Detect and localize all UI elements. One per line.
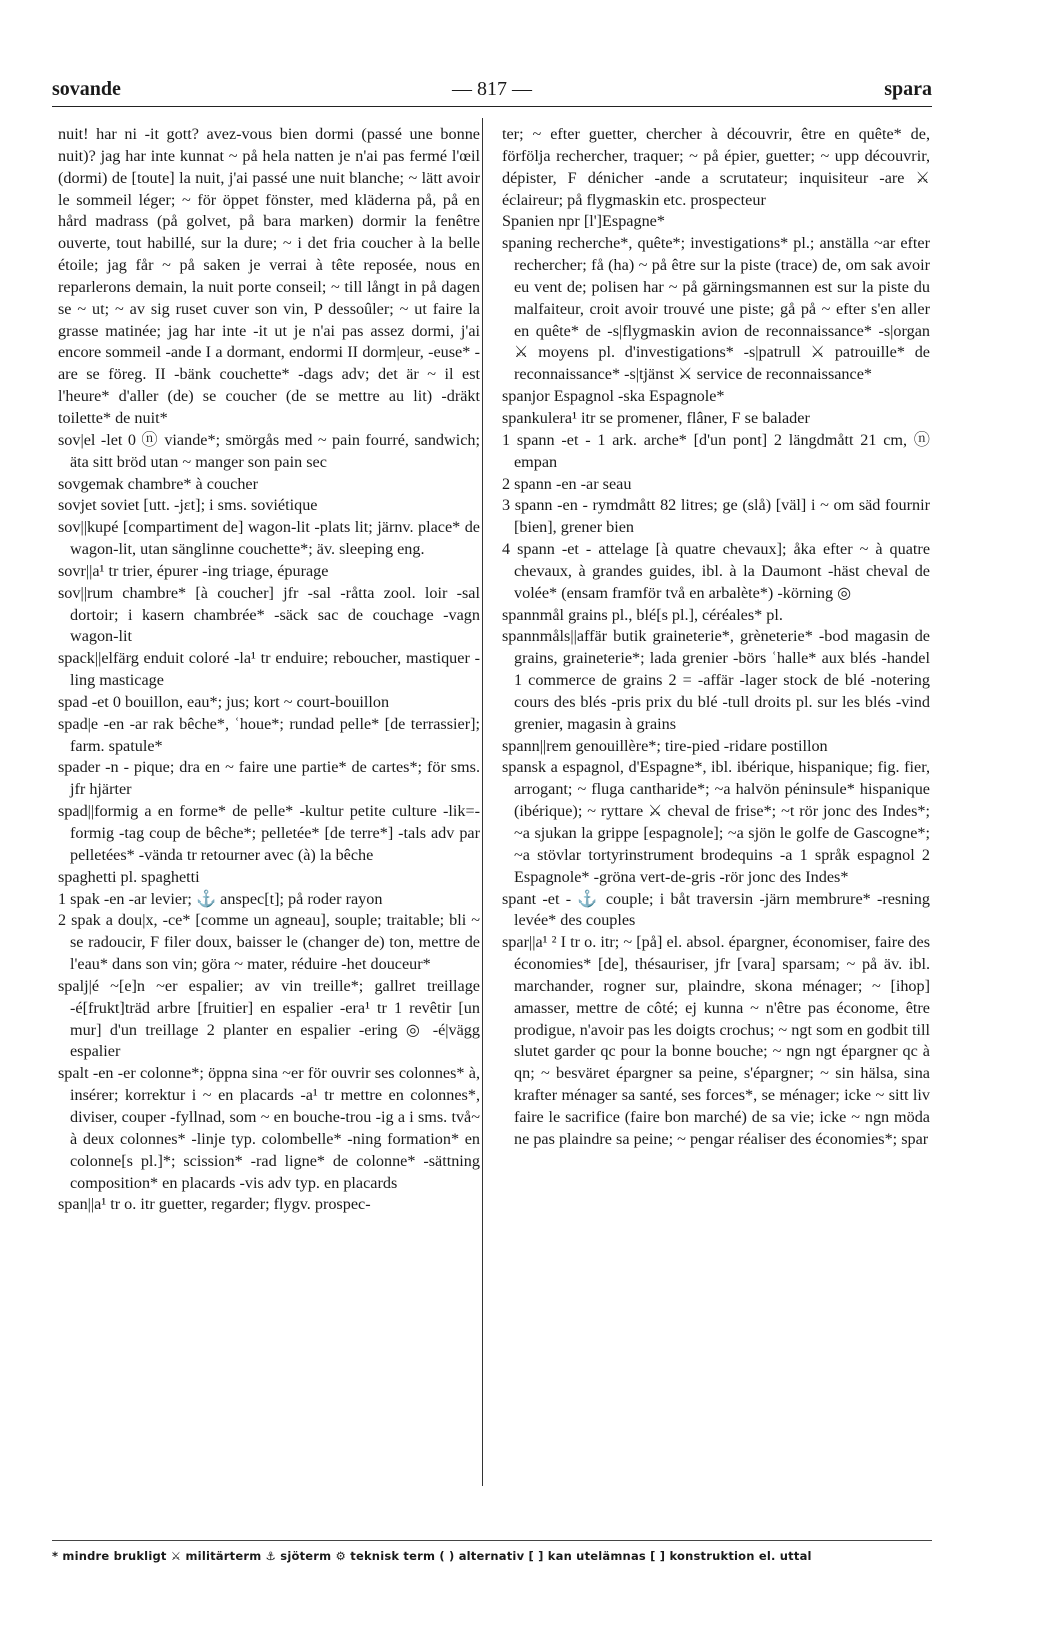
dictionary-entry: 2 spak a dou|x, -ce* [comme un agneau], souple; traitable; bli ~ se radoucir, F filer doux, baisser le (changer de) ton, mettre de l'eau* dans son vin; göra ~ mater, réduire -het douceur* xyxy=(58,911,480,974)
dictionary-entry: spalt -en -er colonne*; öppna sina ~er för ouvrir ses colonnes* à, insérer; korrektur i ~ en placards -a¹ tr mettre en colonnes*, diviser, couper -fyllnad, som ~ en bouche-trou -ig a i sms. två~ à deux colonnes* -linje typ. colombelle* -ning formation* en colonne[s pl.]*; scission* -rad ligne* de colonne* -sättning composition* en placards -vis adv typ. en placards xyxy=(58,1064,480,1192)
dictionary-entry: ter; ~ efter guetter, chercher à découvrir, être en quête* de, förfölja rechercher, traquer; ~ på épier, guetter; ~ upp découvrir, dépister, F dénicher -ande a scrutateur; inquisiteur -are ⚔ éclaireur; på flygmaskin etc. prospecteur xyxy=(502,125,930,209)
dictionary-entry: sov||rum chambre* [à coucher] jfr -sal -råtta zool. loir -sal dortoir; i kasern chambrée* -säck sac de couchage -vagn wagon-lit xyxy=(58,583,480,646)
dictionary-entry: spad||formig a en forme* de pelle* -kultur petite culture -lik=-formig -tag coup de bêche*; pelletée* [de terre*] -tals adv par pelletées* -vända tr retourner avec (à) la bêche xyxy=(58,802,480,864)
dictionary-entry: 1 spann -et - 1 ark. arche* [d'un pont] 2 längdmått 21 cm, ⓝ empan xyxy=(502,430,930,471)
page-number: — 817 — xyxy=(452,78,532,100)
dictionary-entry: spad -et 0 bouillon, eau*; jus; kort ~ court-bouillon xyxy=(58,692,390,711)
dictionary-entry: spaghetti pl. spaghetti xyxy=(58,867,200,886)
dictionary-entry: spant -et - ⚓ couple; i båt traversin -järn membrure* -resning levée* des couples xyxy=(502,889,930,930)
dictionary-entry: 3 spann -en - rymdmått 82 litres; ge (slå) [väl] i ~ om säd fournir [bien], grener bien xyxy=(502,496,930,537)
dictionary-entry: sov|el -let 0 ⓝ viande*; smörgås med ~ pain fourré, sandwich; äta sitt bröd utan ~ manger son pain sec xyxy=(58,430,480,471)
dictionary-entry: sovgemak chambre* à coucher xyxy=(58,474,259,493)
dictionary-entry: spannmål grains pl., blé[s pl.], céréales* pl. xyxy=(502,605,783,624)
dictionary-entry: 2 spann -en -ar seau xyxy=(502,474,632,493)
dictionary-entry: spaning recherche*, quête*; investigations* pl.; anställa ~ar efter rechercher; få (ha) ~ på être sur la piste (trace) de, om sak avoir eu vent de; polisen har ~ på gärningsmannen est sur la piste du malfaiteur, croit avoir trouvé une piste; gå på ~ efter s'en aller en quête* de -s|flygmaskin avion de reconnaissance* -s|organ ⚔ moyens pl. d'investigations* -s|patrull ⚔ patrouille* de reconnaissance* -s|tjänst ⚔ service de reconnaissance* xyxy=(502,234,930,384)
dictionary-entry: Spanien npr [l']Espagne* xyxy=(502,212,665,231)
dictionary-entry: spar||a¹ ² I tr o. itr; ~ [på] el. absol. épargner, économiser, faire des économies* [de], thésauriser, jfr [vara] sparsam; ~ på äv. ibl. marchander, rogner sur, plaindre, skona ménager; ~ [ihop] amasser, mettre de côté; ej kunna ~ n'être pas économe, être prodigue, n'avoir pas les doigts crochus; ~ ngt som en godbit till slutet garder qc pour la bonne bouche; ~ ngn ngt épargner qc à qn; ~ besväret épargner sa peine, s'épargner; ~ sin hälsa, sina krafter ménager sa santé, ses forces*, se ménager; icke ~ sitt liv faire le sacrifice (faire bon marché) de sa vie; icke ~ ngn möda ne pas plaindre sa peine; ~ pengar réaliser des économies*; spar xyxy=(502,933,930,1148)
symbol-legend: * mindre brukligt ⚔ militärterm ⚓ sjöterm ⚙ teknisk term ( ) alternativ [ ] kan utelämnas [ ] konstruktion el. uttal xyxy=(52,1540,932,1579)
left-column xyxy=(58,124,480,1484)
dictionary-entry: nuit! har ni -it gott? avez-vous bien dormi (passé une bonne nuit)? jag har inte kunnat ~ på hela natten je n'ai pas fermé l'œil (dormi) de [toute] la nuit, j'ai passé une nuit blanche; ~ lätt avoir le sommeil léger; ~ för öppet fönster, med kläderna på, på en hård madrass (på golvet, på bara marken) dormir la fenêtre ouverte, tout habillé, sur la dure; ~ i det fria coucher à la belle étoile; jag får ~ på saken je verrai à tête reposée, nous en reparlerons demain, la nuit porte conseil; ~ till långt in på dagen se ~ ut; ~ av sig ruset cuver son vin, P dessoûler; ~ ut faire la grasse matinée; jag har inte -it ut je n'ai pas assez dormi, j'ai encore sommeil -ande I a dormant, endormi II dorm|eur, -euse* -are se föreg. II -bänk couchette* -dags adv; det är ~ il est l'heure* d'aller (de) se coucher (de se mettre au lit) -dräkt toilette* de nuit* xyxy=(58,125,480,427)
dictionary-entry: sovjet soviet [utt. -jɛt]; i sms. soviétique xyxy=(58,496,318,515)
dictionary-entry: spansk a espagnol, d'Espagne*, ibl. ibérique, hispanique; fig. fier, arrogant; ~ fluga cantharide*; ~a halvön péninsule* hispanique (ibérique); ~ ryttare ⚔ cheval de frise*; ~t rör jonc des Indes*; ~a sjukan la grippe [espagnole]; ~a sjön le golfe de Gascogne*; ~a stövlar tortyrinstrument brodequins -a 1 språk espagnol 2 Espagnole* -gröna vert-de-gris -rör jonc des Indes* xyxy=(502,758,930,886)
dictionary-entry: spankulera¹ itr se promener, flâner, F se balader xyxy=(502,408,810,427)
dictionary-entry: sovr||a¹ tr trier, épurer -ing triage, épurage xyxy=(58,561,329,580)
dictionary-entry: spannmåls||affär butik graineterie*, grèneterie* -bod magasin de grains, graineterie*; lada grenier -börs ʿhalle* aux blés -handel 1 commerce de grains 2 = -affär -lager stock de blé -notering cours des blés -pris prix du blé -tull droits pl. sur les blés -vind grenier, magasin à grains xyxy=(502,627,930,733)
dictionary-entry: 4 spann -et - attelage [à quatre chevaux]; åka efter ~ à quatre chevaux, à grandes guides, ibl. à la Daumont -häst cheval de volée* (ensam framför två en arbalète*) -körning ◎ xyxy=(502,540,930,602)
header-right-word: spara xyxy=(884,78,932,100)
dictionary-entry: 1 spak -en -ar levier; ⚓ anspec[t]; på roder rayon xyxy=(58,889,383,908)
dictionary-entry: spad|e -en -ar rak bêche*, ʿhoue*; rundad pelle* [de terrassier]; farm. spatule* xyxy=(58,714,480,755)
dictionary-entry: spalj|é ~[e]n ~er espalier; av vin treille*; gallret treillage -é[frukt]träd arbre [fruitier] en espalier -era¹ tr 1 revêtir [un mur] d'un treillage 2 planter en espalier -ering ◎ -é|vägg espalier xyxy=(58,976,480,1061)
column-divider xyxy=(482,118,483,1486)
dictionary-entry: spader -n - pique; dra en ~ faire une partie* de cartes*; för sms. jfr hjärter xyxy=(58,758,480,799)
dictionary-entry: sov||kupé [compartiment de] wagon-lit -plats lit; järnv. place* de wagon-lit, utan sänglinne couchette*; äv. sleeping eng. xyxy=(58,518,480,559)
dictionary-entry: spann||rem genouillère*; tire-pied -ridare postillon xyxy=(502,736,828,755)
right-column xyxy=(502,124,930,1484)
page-header xyxy=(52,78,932,107)
dictionary-entry: spanjor Espagnol -ska Espagnole* xyxy=(502,387,725,406)
header-left-word: sovande xyxy=(52,78,121,100)
dictionary-entry: span||a¹ tr o. itr guetter, regarder; flygv. prospec- xyxy=(58,1195,371,1214)
dictionary-entry: spack||elfärg enduit coloré -la¹ tr enduire; reboucher, mastiquer -ling masticage xyxy=(58,649,480,690)
